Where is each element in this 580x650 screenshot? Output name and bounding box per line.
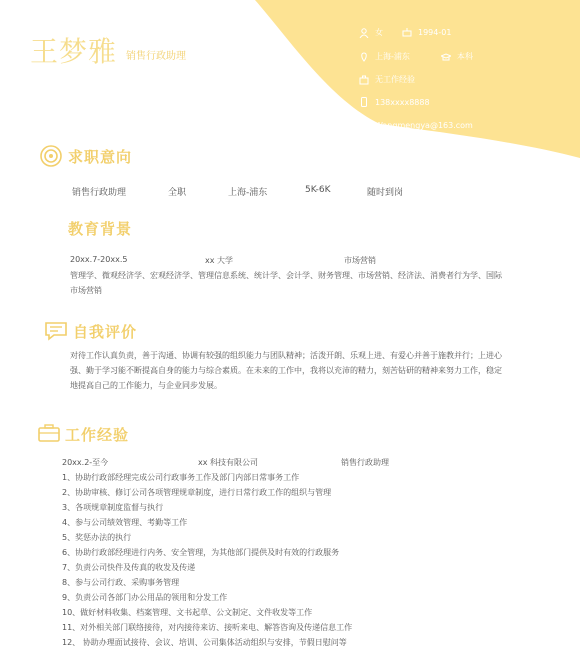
header-background — [0, 0, 580, 170]
section-title-work: 工作经验 — [65, 426, 130, 444]
chat-bubble-icon — [44, 321, 68, 341]
experience-info — [359, 74, 415, 85]
work-item: 12、 协助办理面试接待、会议、培训、公司集体活动组织与安排，节假日慰问等 — [62, 638, 347, 647]
education-major: 市场营销 — [344, 256, 376, 265]
work-period: 20xx.2-至今 — [62, 458, 109, 467]
work-item: 3、各项规章制度监督与执行 — [62, 503, 164, 512]
work-item: 9、负责公司各部门办公用品的领用和分发工作 — [62, 593, 228, 602]
phone-value: 138xxxx8888 — [375, 97, 430, 107]
self-eval-line1: 对待工作认真负责，善于沟通、协调有较强的组织能力与团队精神；活泼开朗、乐观上进、有爱心并善于施教并行；上进心 — [70, 351, 502, 360]
person-icon — [359, 28, 369, 38]
gender-info — [359, 27, 383, 38]
self-eval-line3: 地提高自己的工作能力，与企业同步发展。 — [70, 381, 222, 390]
candidate-name: 王梦雅 — [30, 35, 118, 68]
section-title-intent: 求职意向 — [68, 148, 133, 166]
work-item: 1、协助行政部经理完成公司行政事务工作及部门内部日常事务工作 — [62, 473, 300, 482]
envelope-icon — [359, 120, 369, 130]
intent-type: 全职 — [168, 188, 187, 198]
education-courses-line2: 市场营销 — [70, 286, 102, 295]
degree-info — [441, 51, 473, 62]
gender-value: 女 — [375, 28, 383, 37]
work-item: 5、奖惩办法的执行 — [62, 533, 132, 542]
section-title-self-eval: 自我评价 — [73, 323, 138, 341]
degree-value: 本科 — [457, 52, 473, 61]
location-value: 上海-浦东 — [375, 52, 410, 61]
target-icon — [40, 145, 62, 167]
section-title-education: 教育背景 — [68, 220, 133, 238]
email-info — [359, 120, 473, 130]
education-period: 20xx.7-20xx.5 — [70, 255, 128, 264]
phone-icon — [359, 97, 369, 107]
cake-icon — [402, 27, 412, 37]
intent-position: 销售行政助理 — [72, 188, 127, 198]
intent-city: 上海-浦东 — [228, 188, 268, 198]
email-value: Wangmengya@163.com — [375, 120, 473, 130]
education-courses-line1: 管理学、微观经济学、宏观经济学、管理信息系统、统计学、会计学、财务管理、市场营销、经济法、消费者行为学、国际 — [70, 271, 502, 280]
work-item: 2、协助审核、修订公司各项管理规章制度，进行日常行政工作的组织与管理 — [62, 488, 332, 497]
briefcase-icon — [359, 75, 369, 85]
birth-value: 1994-01 — [418, 27, 452, 37]
work-position: 销售行政助理 — [341, 458, 389, 467]
birth-info — [402, 27, 451, 37]
self-eval-line2: 强、勤于学习能不断提高自身的能力与综合素质。在未来的工作中，我将以充沛的精力，刻苦钻研的精神来努力工作，稳定 — [70, 366, 502, 375]
work-company: xx 科技有限公司 — [198, 458, 259, 467]
location-pin-icon — [359, 52, 369, 62]
work-item: 6、协助行政部经理进行内务、安全管理，为其他部门提供及时有效的行政服务 — [62, 548, 340, 557]
graduation-cap-icon — [441, 52, 451, 62]
education-school: xx 大学 — [205, 256, 234, 265]
experience-value: 无工作经验 — [375, 75, 415, 84]
briefcase-section-icon — [38, 424, 60, 442]
intent-availability: 随时到岗 — [367, 188, 404, 198]
work-item: 7、负责公司快件及传真的收发及传递 — [62, 563, 196, 572]
work-item: 11、对外相关部门联络接待，对内接待来访、接听来电、解答咨询及传递信息工作 — [62, 623, 353, 632]
candidate-title: 销售行政助理 — [126, 51, 186, 62]
work-item: 4、参与公司绩效管理、考勤等工作 — [62, 518, 188, 527]
phone-info — [359, 97, 430, 107]
work-item: 10、做好材料收集、档案管理、文书起草、公文制定、文件收发等工作 — [62, 608, 313, 617]
work-item: 8、参与公司行政、采购事务管理 — [62, 578, 180, 587]
location-info — [359, 51, 410, 62]
intent-salary: 5K-6K — [305, 185, 331, 195]
